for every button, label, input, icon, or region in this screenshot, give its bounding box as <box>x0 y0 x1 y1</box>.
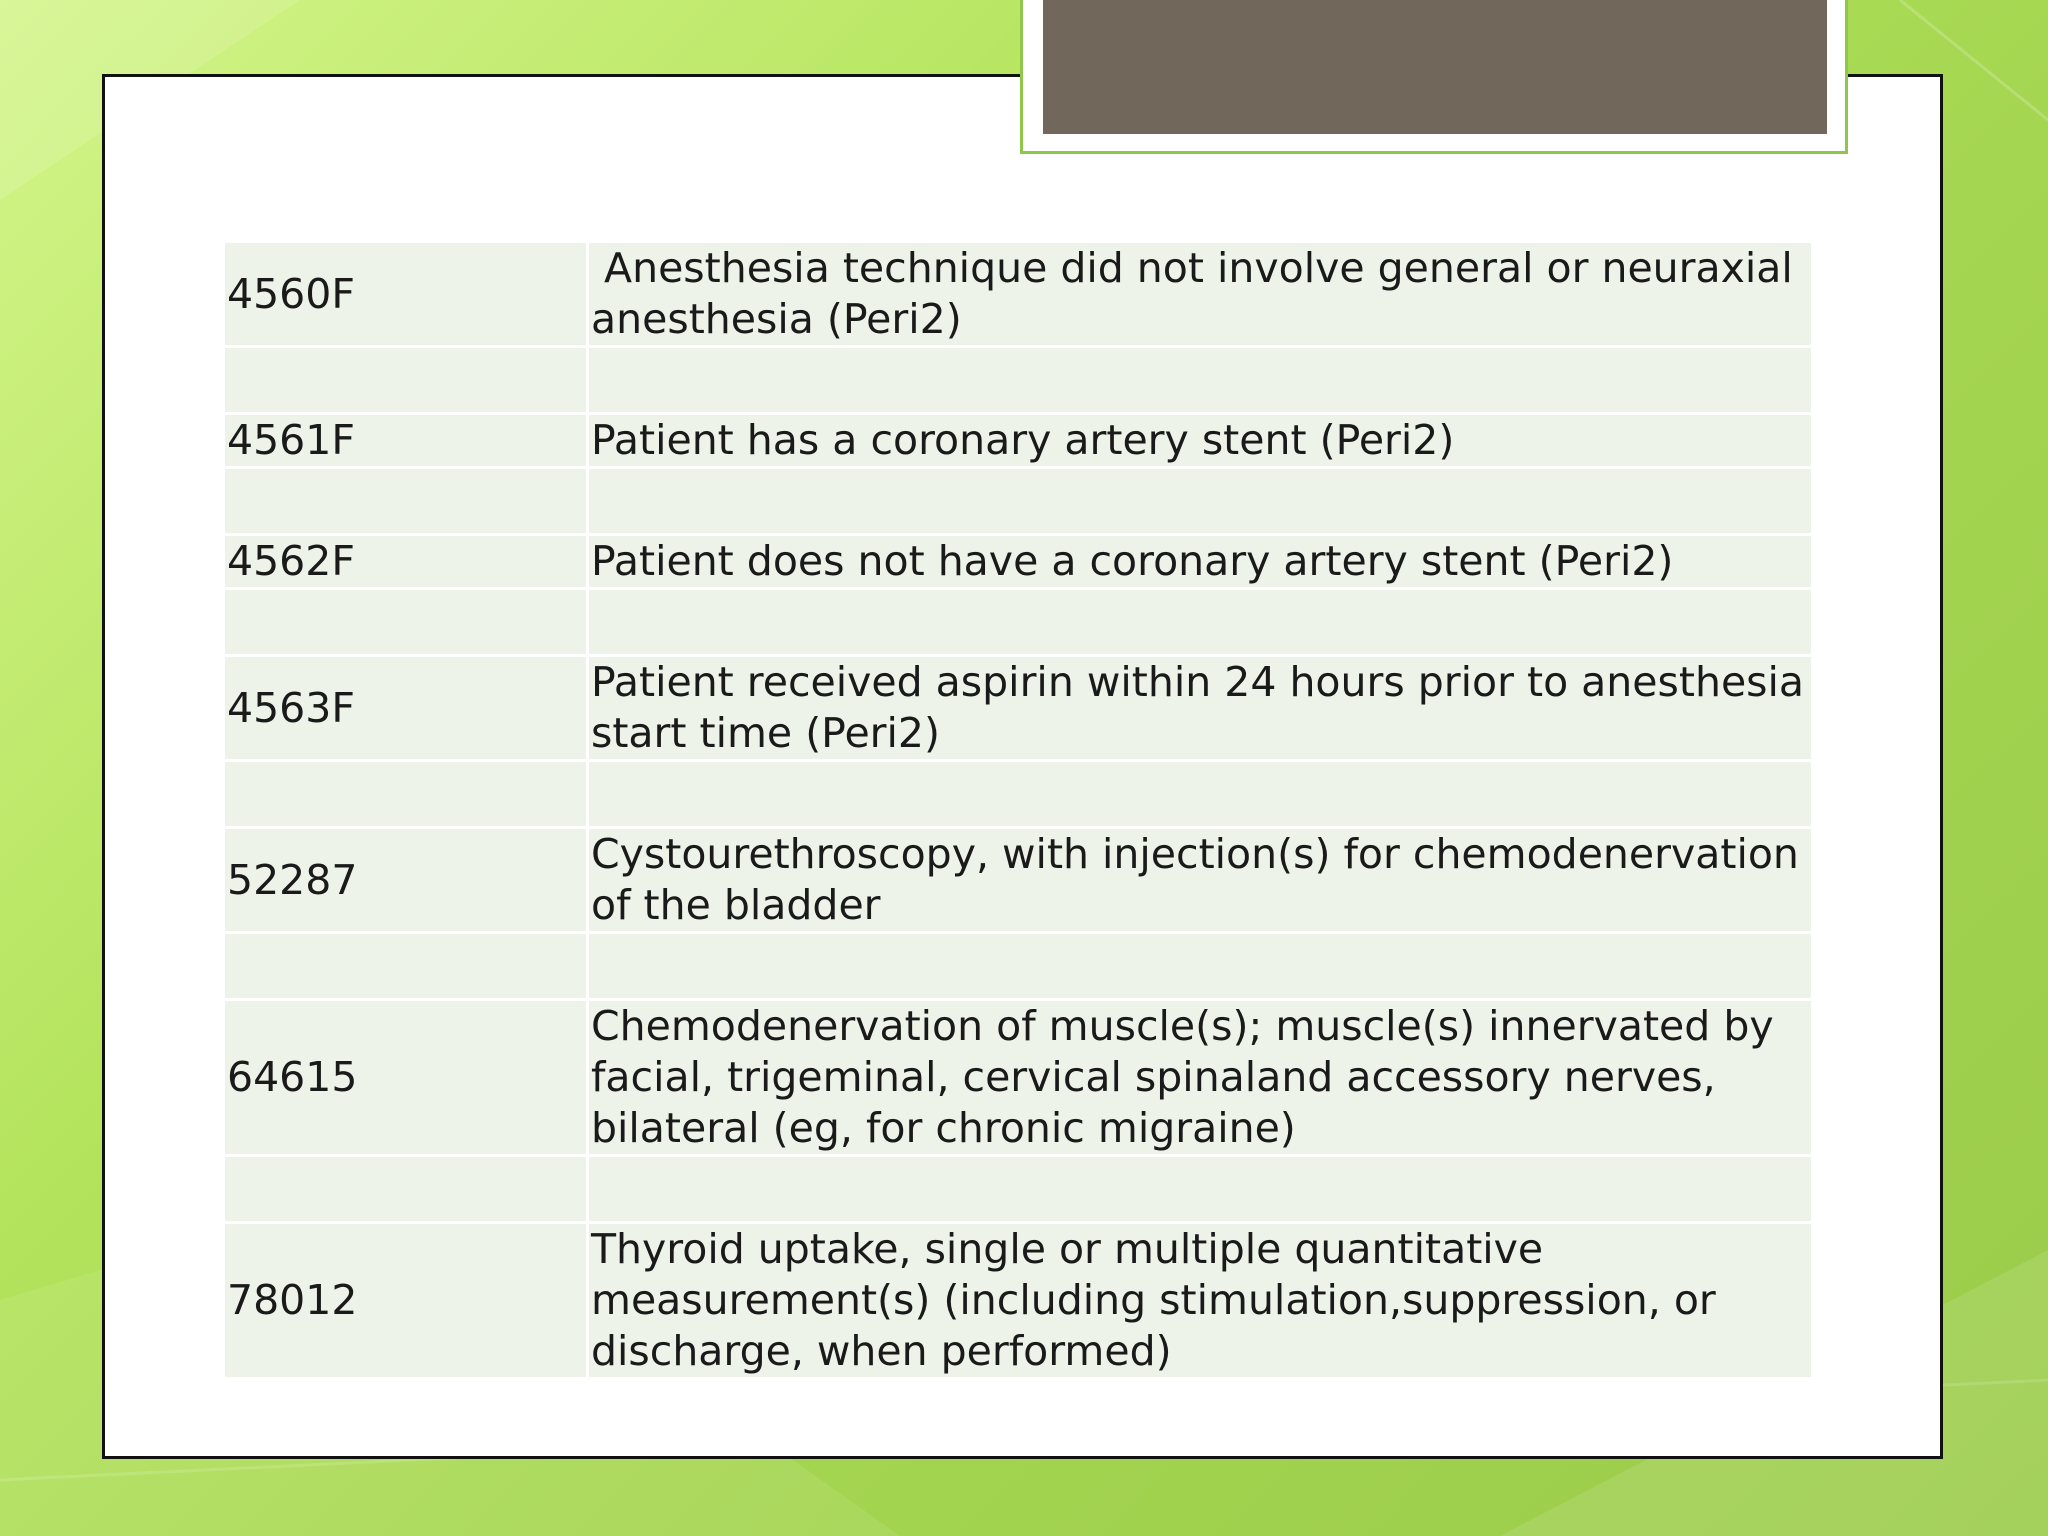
table-spacer-row <box>225 590 1811 654</box>
description-cell: Cystourethroscopy, with injection(s) for chemodenervation of the bladder <box>591 830 1812 929</box>
title-placeholder-frame <box>1020 0 1848 154</box>
table-row <box>225 1001 1811 1154</box>
spacer-cell <box>589 469 1811 533</box>
code-cell: 52287 <box>225 829 586 931</box>
title-placeholder <box>1043 0 1827 134</box>
spacer-cell <box>225 1157 586 1221</box>
table-spacer-row <box>225 469 1811 533</box>
spacer-cell <box>225 762 586 826</box>
spacer-cell <box>225 934 586 998</box>
spacer-cell <box>589 934 1811 998</box>
description-cell: Anesthesia technique did not involve general or neuraxial anesthesia (Peri2) <box>589 243 1811 345</box>
table-row <box>225 829 1811 931</box>
code-cell: 4561F <box>225 415 586 466</box>
spacer-cell <box>225 469 586 533</box>
code-cell: 4560F <box>225 243 586 345</box>
table-row <box>225 536 1811 587</box>
table-spacer-row <box>225 762 1811 826</box>
procedure-code-table <box>222 240 1818 1380</box>
description-cell: Thyroid uptake, single or multiple quantitative measurement(s) (including stimulation,suppression, or discharge, when performed) <box>589 1224 1811 1377</box>
description-cell: Patient received aspirin within 24 hours prior to anesthesia start time (Peri2) <box>591 658 1818 757</box>
description-cell: Patient does not have a coronary artery stent (Peri2) <box>589 536 1811 587</box>
spacer-cell <box>589 590 1811 654</box>
code-cell: 4563F <box>225 657 586 759</box>
table-spacer-row <box>225 348 1811 412</box>
description-cell: Patient has a coronary artery stent (Peri2) <box>589 415 1811 466</box>
code-cell: 4562F <box>225 536 586 587</box>
code-cell: 64615 <box>225 1001 586 1154</box>
description-cell: Chemodenervation of muscle(s); muscle(s) innervated by facial, trigeminal, cervical spinaland accessory nerves, bilateral (eg, for chronic migraine) <box>589 1001 1811 1154</box>
table-row <box>225 415 1811 466</box>
spacer-cell <box>225 590 586 654</box>
table-spacer-row <box>225 934 1811 998</box>
table-row <box>225 1224 1811 1377</box>
code-cell: 78012 <box>225 1224 586 1377</box>
table-row <box>225 657 1811 759</box>
spacer-cell <box>225 348 586 412</box>
spacer-cell <box>589 348 1811 412</box>
table-spacer-row <box>225 1157 1811 1221</box>
spacer-cell <box>589 762 1811 826</box>
spacer-cell <box>589 1157 1811 1221</box>
table-row <box>225 243 1811 345</box>
